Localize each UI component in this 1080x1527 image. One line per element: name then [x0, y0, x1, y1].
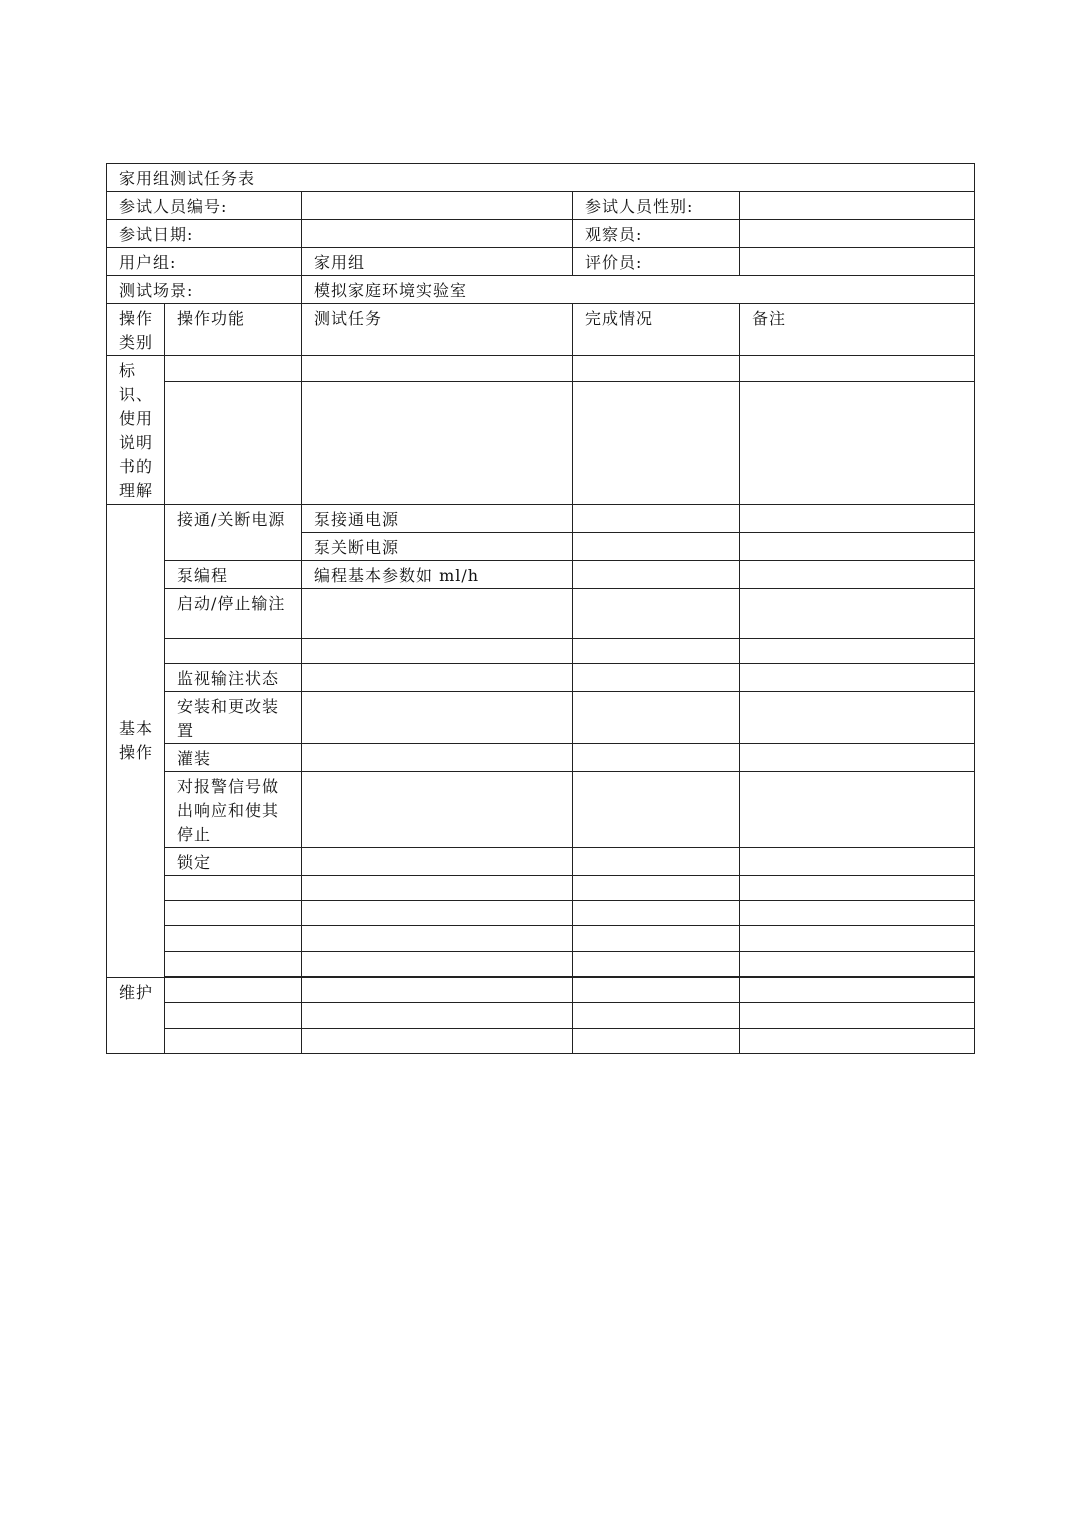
remarks-cell[interactable] [740, 356, 975, 382]
remarks-cell[interactable] [740, 1029, 975, 1054]
function-cell[interactable] [165, 876, 302, 901]
function-cell[interactable] [165, 1003, 302, 1029]
remarks-cell[interactable] [740, 901, 975, 926]
task-program: 编程基本参数如 ml/h [302, 561, 573, 589]
participant-gender-label: 参试人员性别: [573, 192, 740, 220]
participant-id-label: 参试人员编号: [107, 192, 302, 220]
completion-cell[interactable] [573, 561, 740, 589]
function-cell[interactable] [165, 952, 302, 977]
function-cell[interactable] [165, 1029, 302, 1054]
category-basic: 基本操作 [107, 505, 165, 978]
task-cell[interactable] [302, 382, 573, 505]
task-cell[interactable] [302, 876, 573, 901]
function-start-stop: 启动/停止输注 [165, 589, 302, 639]
remarks-cell[interactable] [740, 533, 975, 561]
completion-cell[interactable] [573, 664, 740, 692]
completion-cell[interactable] [573, 533, 740, 561]
task-cell[interactable] [302, 978, 573, 1003]
task-cell[interactable] [302, 744, 573, 772]
function-lock: 锁定 [165, 848, 302, 876]
completion-cell[interactable] [573, 382, 740, 505]
date-label: 参试日期: [107, 220, 302, 248]
completion-cell[interactable] [573, 692, 740, 744]
remarks-cell[interactable] [740, 772, 975, 848]
task-cell[interactable] [302, 772, 573, 848]
remarks-cell[interactable] [740, 744, 975, 772]
function-alarm: 对报警信号做出响应和使其停止 [165, 772, 302, 848]
task-power-on: 泵接通电源 [302, 505, 573, 533]
remarks-cell[interactable] [740, 1003, 975, 1029]
completion-cell[interactable] [573, 772, 740, 848]
remarks-cell[interactable] [740, 692, 975, 744]
user-group-value[interactable]: 家用组 [302, 248, 573, 276]
completion-cell[interactable] [573, 978, 740, 1003]
completion-cell[interactable] [573, 901, 740, 926]
date-field[interactable] [302, 220, 573, 248]
test-task-table [106, 163, 975, 1054]
table-title: 家用组测试任务表 [107, 164, 975, 192]
task-cell[interactable] [302, 952, 573, 977]
completion-cell[interactable] [573, 876, 740, 901]
header-remarks: 备注 [740, 304, 975, 356]
completion-cell[interactable] [573, 744, 740, 772]
function-cell[interactable] [165, 382, 302, 505]
task-cell[interactable] [302, 639, 573, 664]
remarks-cell[interactable] [740, 876, 975, 901]
task-cell[interactable] [302, 664, 573, 692]
scenario-label: 测试场景: [107, 276, 302, 304]
function-power: 接通/关断电源 [165, 505, 302, 561]
observer-field[interactable] [740, 220, 975, 248]
completion-cell[interactable] [573, 589, 740, 639]
remarks-cell[interactable] [740, 664, 975, 692]
function-cell[interactable] [165, 926, 302, 952]
remarks-cell[interactable] [740, 639, 975, 664]
completion-cell[interactable] [573, 1003, 740, 1029]
completion-cell[interactable] [573, 926, 740, 952]
participant-id-field[interactable] [302, 192, 573, 220]
remarks-cell[interactable] [740, 382, 975, 505]
task-cell[interactable] [302, 589, 573, 639]
remarks-cell[interactable] [740, 926, 975, 952]
task-cell[interactable] [302, 356, 573, 382]
header-function: 操作功能 [165, 304, 302, 356]
function-install: 安装和更改装置 [165, 692, 302, 744]
function-program: 泵编程 [165, 561, 302, 589]
function-prime: 灌装 [165, 744, 302, 772]
header-completion: 完成情况 [573, 304, 740, 356]
completion-cell[interactable] [573, 356, 740, 382]
remarks-cell[interactable] [740, 952, 975, 977]
remarks-cell[interactable] [740, 589, 975, 639]
completion-cell[interactable] [573, 639, 740, 664]
category-maintenance: 维护 [107, 978, 165, 1054]
user-group-label: 用户组: [107, 248, 302, 276]
task-cell[interactable] [302, 901, 573, 926]
remarks-cell[interactable] [740, 561, 975, 589]
remarks-cell[interactable] [740, 848, 975, 876]
participant-gender-field[interactable] [740, 192, 975, 220]
scenario-value[interactable]: 模拟家庭环境实验室 [302, 276, 975, 304]
task-cell[interactable] [302, 1029, 573, 1054]
completion-cell[interactable] [573, 952, 740, 977]
function-monitor: 监视输注状态 [165, 664, 302, 692]
completion-cell[interactable] [573, 505, 740, 533]
header-category: 操作类别 [107, 304, 165, 356]
function-cell[interactable] [165, 978, 302, 1003]
remarks-cell[interactable] [740, 505, 975, 533]
function-cell[interactable] [165, 901, 302, 926]
evaluator-label: 评价员: [573, 248, 740, 276]
completion-cell[interactable] [573, 1029, 740, 1054]
task-power-off: 泵关断电源 [302, 533, 573, 561]
header-task: 测试任务 [302, 304, 573, 356]
function-cell[interactable] [165, 356, 302, 382]
category-identify: 标识、使用说明书的理解 [107, 356, 165, 505]
function-cell[interactable] [165, 639, 302, 664]
evaluator-field[interactable] [740, 248, 975, 276]
observer-label: 观察员: [573, 220, 740, 248]
task-cell[interactable] [302, 926, 573, 952]
task-cell[interactable] [302, 692, 573, 744]
task-cell[interactable] [302, 848, 573, 876]
task-cell[interactable] [302, 1003, 573, 1029]
remarks-cell[interactable] [740, 978, 975, 1003]
completion-cell[interactable] [573, 848, 740, 876]
